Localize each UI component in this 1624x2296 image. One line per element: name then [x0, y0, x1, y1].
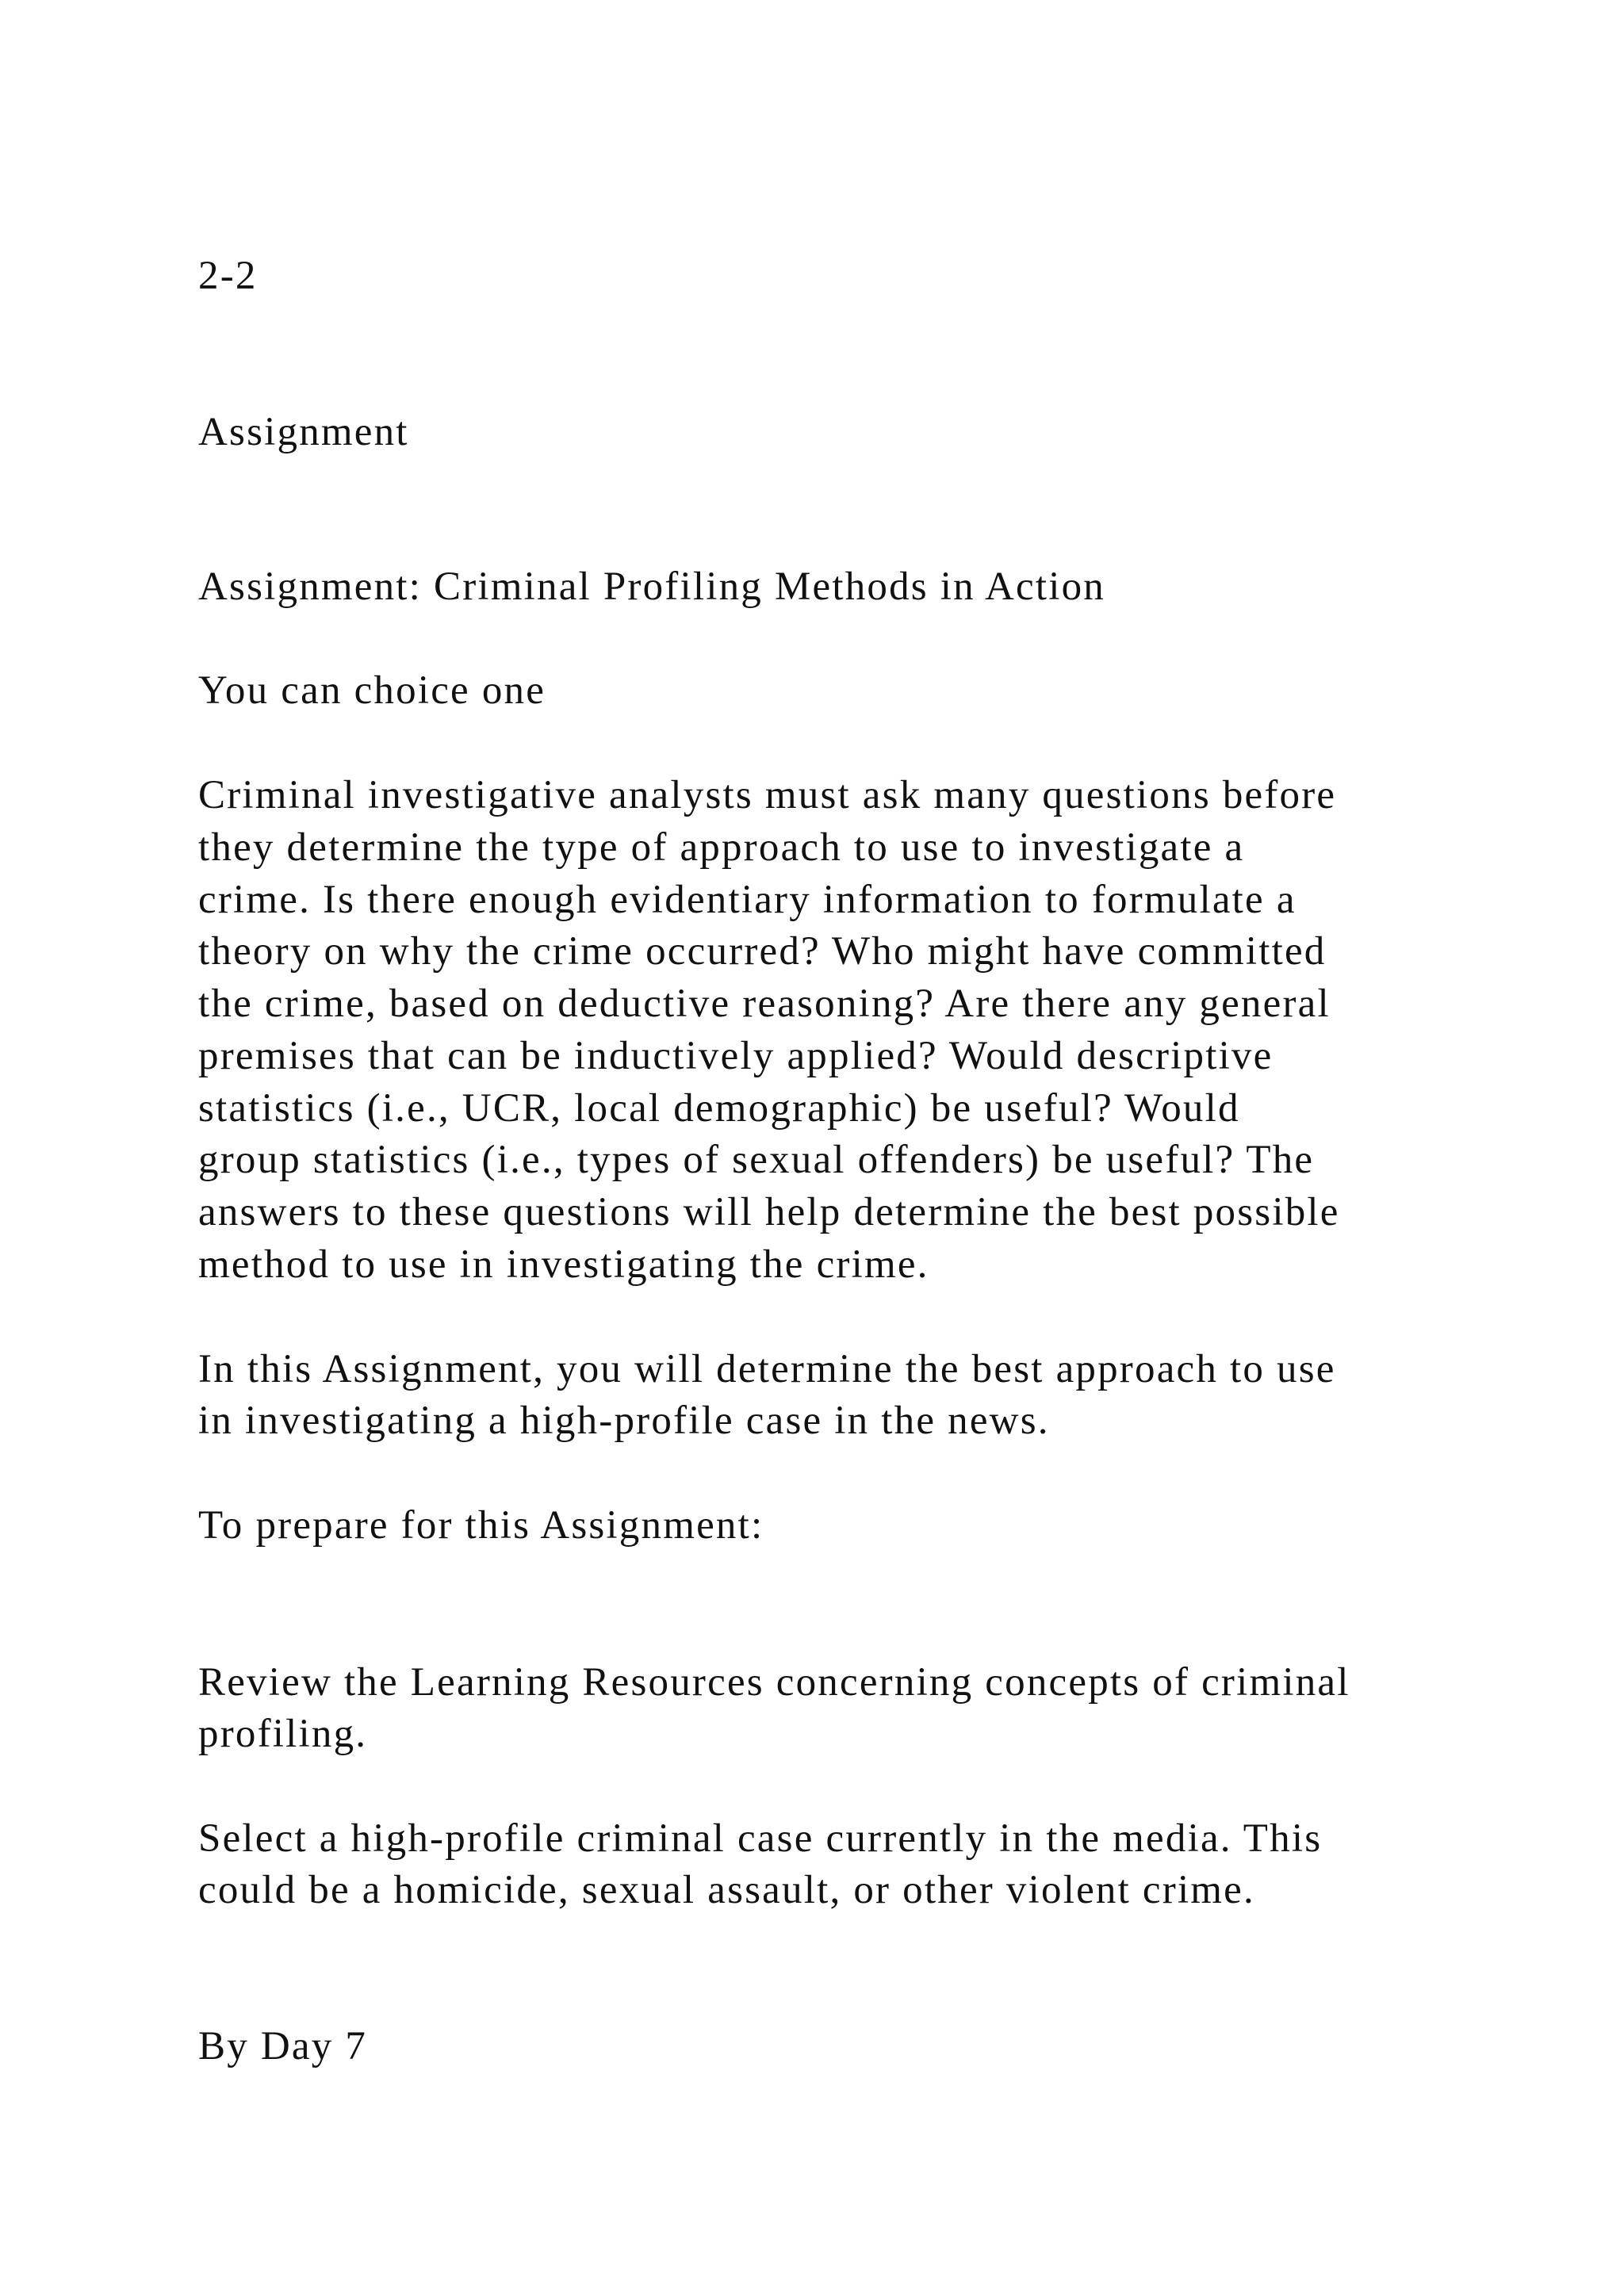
deadline: By Day 7	[198, 2024, 368, 2068]
intro-line: they determine the type of approach to use to investigate a	[198, 825, 1245, 870]
intro-line: statistics (i.e., UCR, local demographic) be useful? Would	[198, 1086, 1240, 1131]
intro-line: crime. Is there enough evidentiary information to formulate a	[198, 878, 1297, 922]
purpose-line: in investigating a high-profile case in the news.	[198, 1399, 1050, 1443]
prepare-item-line: Review the Learning Resources concerning concepts of criminal	[198, 1660, 1350, 1705]
section-number: 2-2	[198, 254, 258, 298]
prepare-item-line: Select a high-profile criminal case currently in the media. This	[198, 1816, 1323, 1861]
prepare-heading: To prepare for this Assignment:	[198, 1503, 764, 1548]
intro-line: theory on why the crime occurred? Who might have committed	[198, 929, 1327, 974]
choice-note: You can choice one	[198, 668, 546, 713]
intro-line: answers to these questions will help determine the best possible	[198, 1190, 1340, 1234]
assignment-title: Assignment: Criminal Profiling Methods in Action	[198, 564, 1106, 609]
prepare-item-line: profiling.	[198, 1712, 368, 1756]
assignment-heading: Assignment	[198, 410, 409, 454]
prepare-item-line: could be a homicide, sexual assault, or other violent crime.	[198, 1868, 1255, 1912]
intro-line: the crime, based on deductive reasoning? Are there any general	[198, 982, 1331, 1026]
intro-line: method to use in investigating the crime.	[198, 1242, 929, 1287]
purpose-line: In this Assignment, you will determine the best approach to use	[198, 1347, 1336, 1391]
intro-line: group statistics (i.e., types of sexual offenders) be useful? The	[198, 1138, 1315, 1182]
intro-line: Criminal investigative analysts must ask many questions before	[198, 773, 1337, 817]
intro-line: premises that can be inductively applied? Would descriptive	[198, 1034, 1274, 1078]
